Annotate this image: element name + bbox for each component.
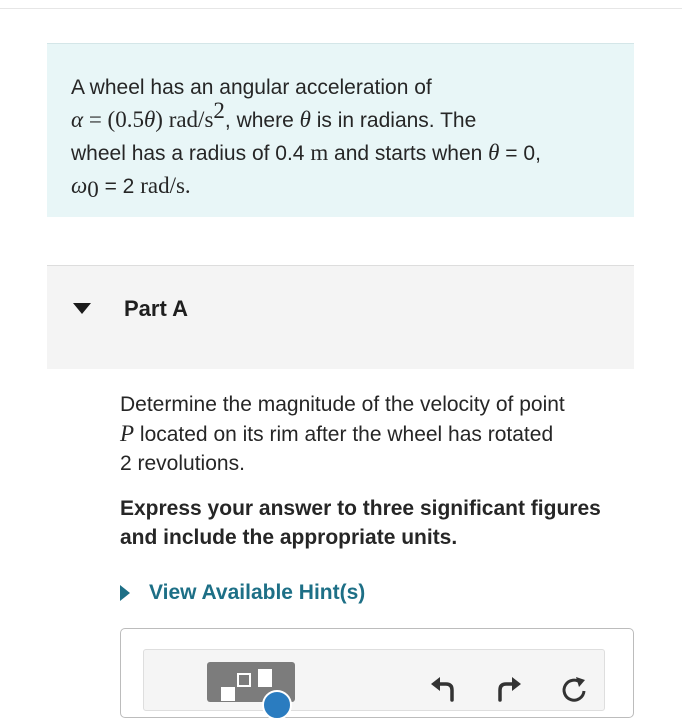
part-a-header[interactable] xyxy=(47,265,634,369)
problem-line-3-mid: and starts when xyxy=(328,142,489,165)
point-p: P xyxy=(120,421,135,446)
templates-icon[interactable] xyxy=(207,662,295,702)
question-text xyxy=(120,390,630,478)
theta-symbol: θ xyxy=(143,107,156,132)
alpha-exponent: 2 xyxy=(213,98,225,123)
radius-unit: m xyxy=(310,140,329,165)
answer-input-area[interactable] xyxy=(120,628,634,718)
question-line-1: Determine the magnitude of the velocity of point xyxy=(120,393,565,416)
theta-symbol: θ xyxy=(299,107,311,132)
problem-line-2-end: is in radians. The xyxy=(310,109,477,132)
problem-text xyxy=(71,72,616,203)
problem-statement xyxy=(47,43,634,217)
part-title: Part A xyxy=(124,296,188,321)
hint-label[interactable]: View Available Hint(s) xyxy=(149,581,366,604)
problem-line-3-end: = 0, xyxy=(499,142,541,165)
alpha-symbol: α xyxy=(71,107,84,132)
expand-caret-icon xyxy=(120,585,130,601)
alpha-equation: = (0.5 xyxy=(83,107,144,132)
question-line-2: located on its rim after the wheel has rotated xyxy=(134,423,554,446)
alpha-unit: ) rad/s xyxy=(155,107,214,132)
problem-line-1: A wheel has an angular acceleration of xyxy=(71,76,432,99)
omega-subscript: 0 xyxy=(87,177,99,202)
problem-line-2-text: , where xyxy=(224,109,300,132)
theta-symbol: θ xyxy=(488,140,500,165)
question-line-3: 2 revolutions. xyxy=(120,452,245,475)
collapse-caret-icon[interactable] xyxy=(73,303,91,314)
top-divider xyxy=(0,8,682,9)
view-hints-link[interactable] xyxy=(120,578,365,608)
math-toolbar xyxy=(143,649,605,711)
omega-value: = 2 xyxy=(98,175,141,198)
answer-instruction: Express your answer to three significant figures and include the appropriate units. xyxy=(120,497,601,549)
omega-symbol: ω xyxy=(71,173,88,198)
problem-line-3-start: wheel has a radius of 0.4 xyxy=(71,142,311,165)
omega-unit: rad/s. xyxy=(140,173,191,198)
